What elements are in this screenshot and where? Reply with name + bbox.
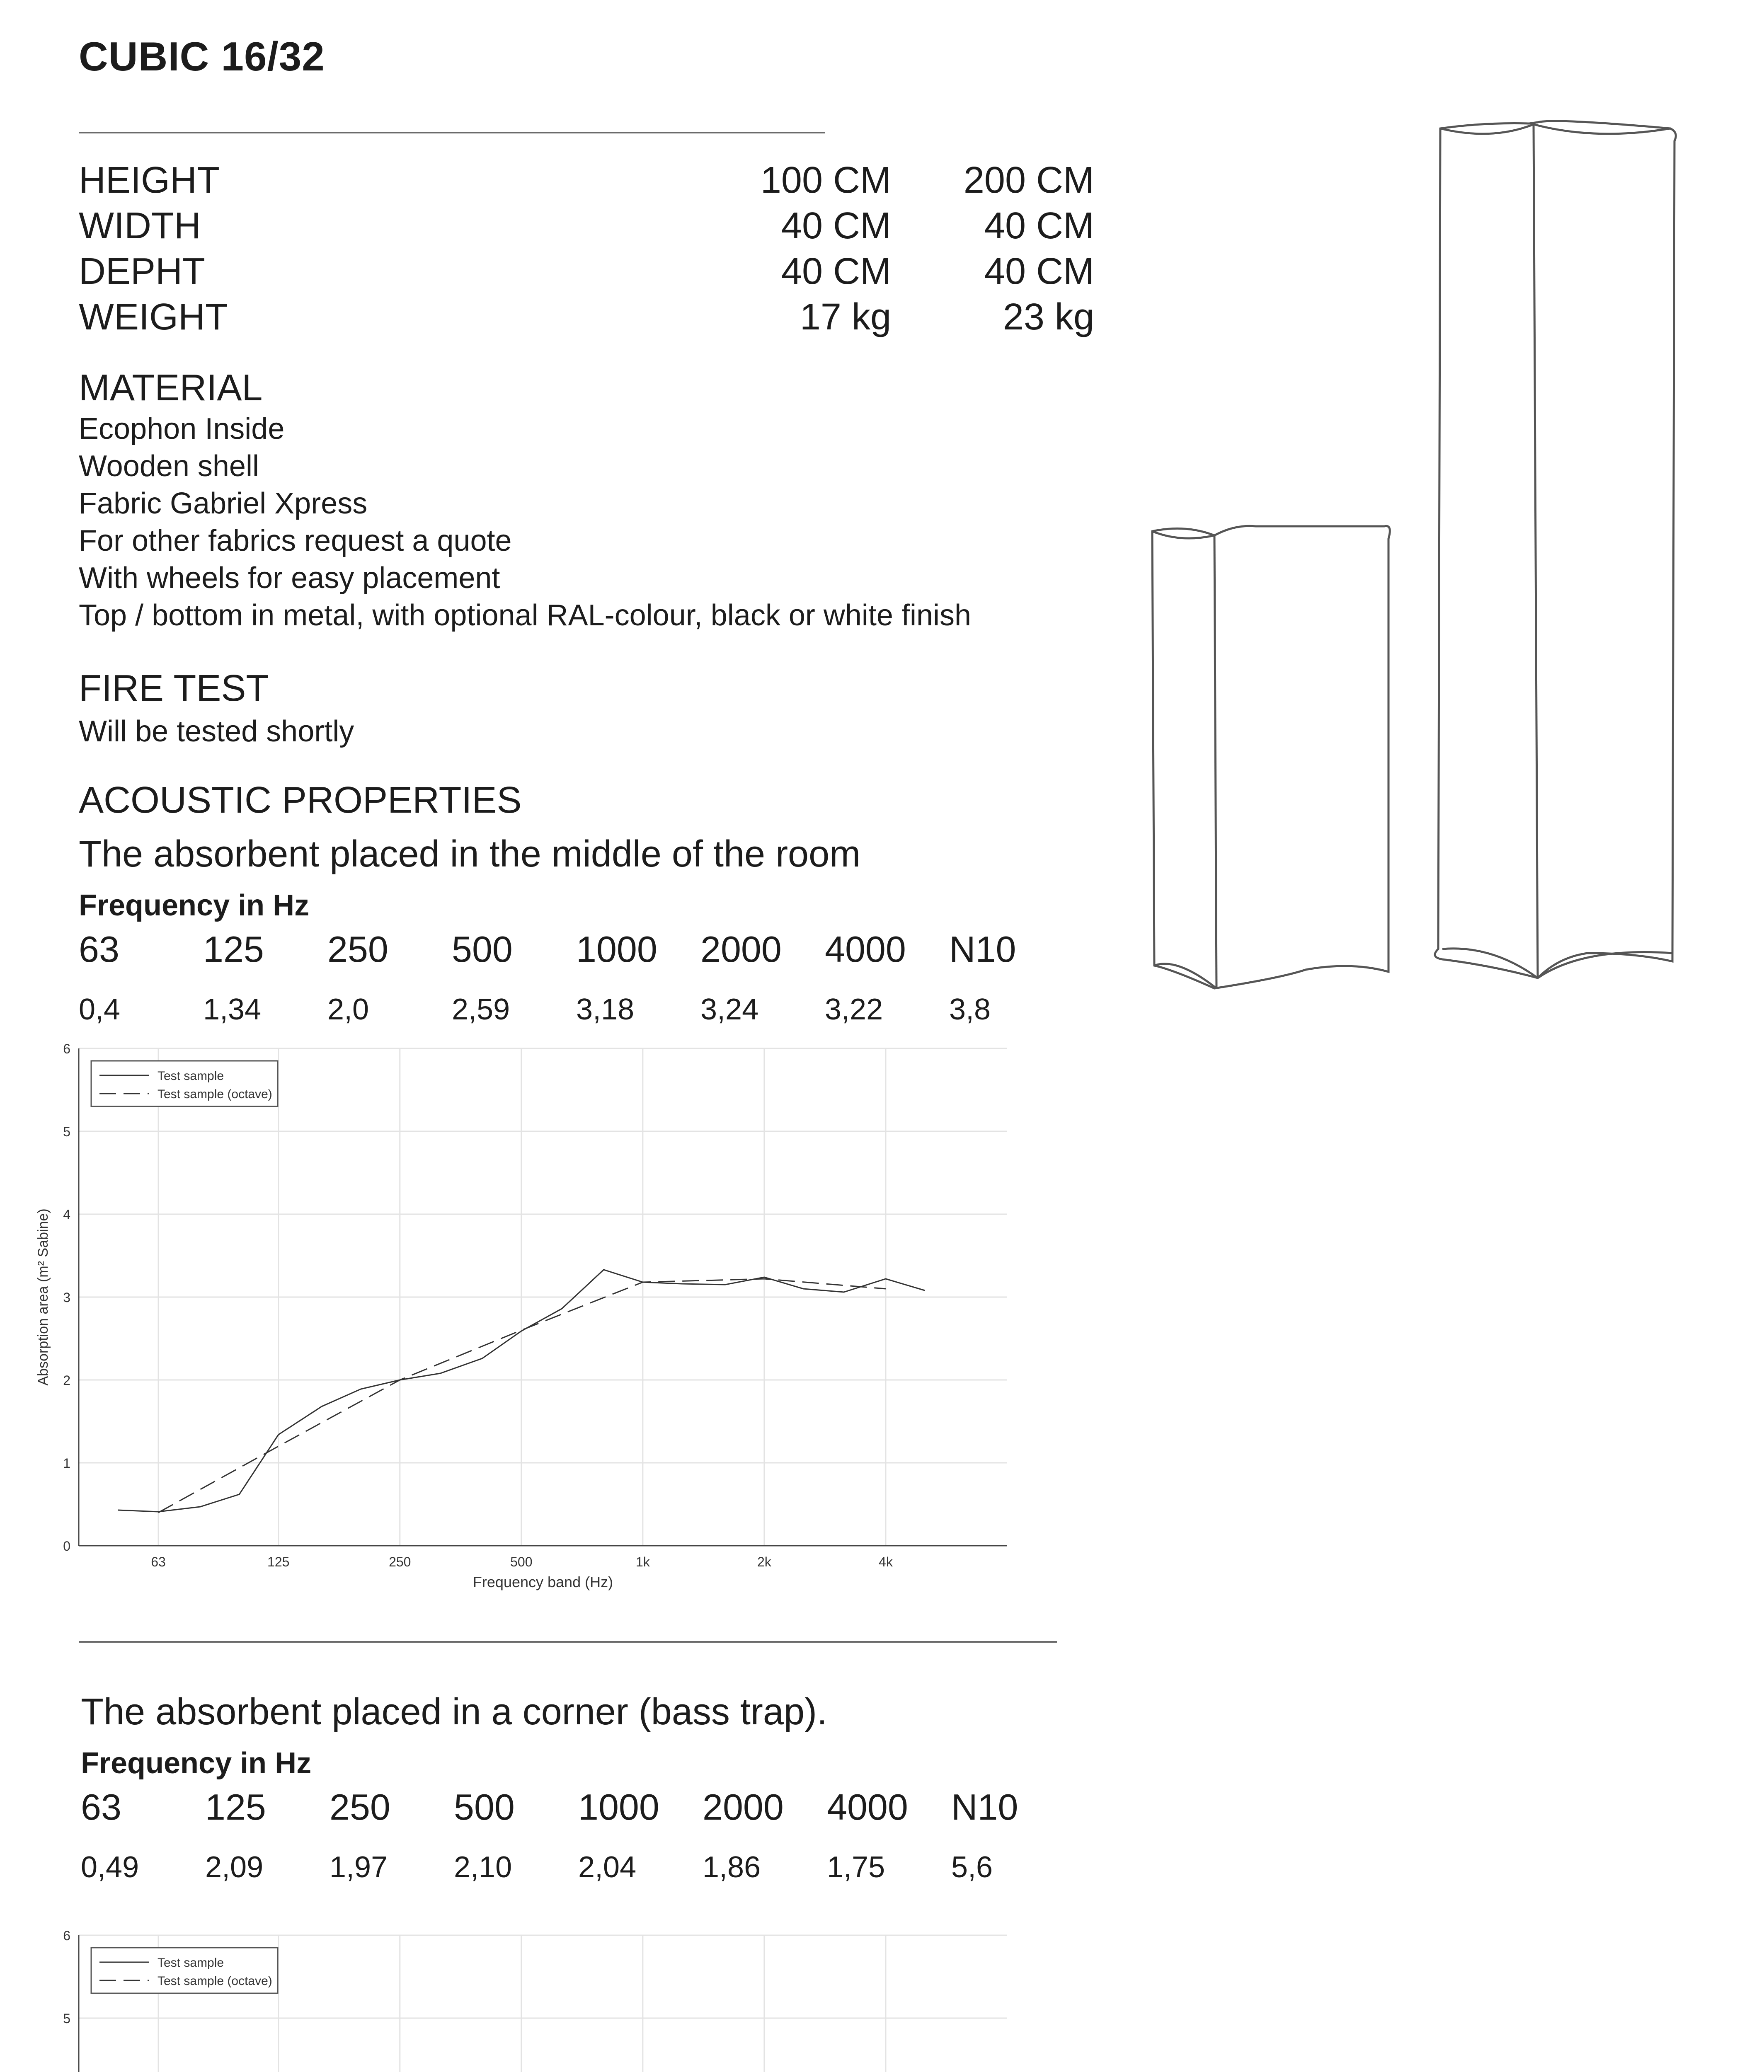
material-line: With wheels for easy placement	[79, 562, 500, 595]
dimension-value-small: 17 kg	[800, 296, 891, 338]
dimension-value-small: 40 CM	[781, 251, 891, 292]
dimension-value-small: 40 CM	[781, 205, 891, 247]
y-tick-label: 1	[63, 1456, 70, 1471]
x-tick-label: 1k	[635, 1554, 650, 1569]
title-divider	[79, 132, 825, 133]
freq-header: 500	[452, 929, 513, 970]
y-tick-label: 5	[63, 1124, 70, 1139]
material-heading: MATERIAL	[79, 367, 263, 409]
corner-value: 5,6	[951, 1851, 993, 1884]
frequency-label: Frequency in Hz	[79, 889, 310, 922]
freq-header: N10	[949, 929, 1016, 970]
legend-entry: Test sample (octave)	[158, 1974, 272, 1988]
dimension-row-height	[79, 157, 1094, 203]
legend-entry: Test sample	[158, 1956, 224, 1970]
freq-header: 63	[81, 1786, 121, 1828]
middle-caption: The absorbent placed in the middle of the room	[79, 833, 861, 875]
corner-frequency-headers	[0, 1786, 1764, 1832]
corner-absorption-chart	[25, 1923, 1020, 2072]
corner-caption: The absorbent placed in a corner (bass trap).	[81, 1691, 827, 1733]
cubic-16-outline	[1152, 526, 1390, 988]
legend-entry: Test sample	[158, 1069, 224, 1083]
freq-header: 125	[205, 1786, 266, 1828]
x-tick-label: 2k	[757, 1554, 771, 1569]
corner-value: 2,04	[578, 1851, 637, 1884]
corner-value: 1,97	[330, 1851, 388, 1884]
material-line: For other fabrics request a quote	[79, 524, 512, 557]
material-line: Top / bottom in metal, with optional RAL-colour, black or white finish	[79, 599, 972, 632]
section-divider	[79, 1641, 1057, 1643]
y-tick-label: 2	[63, 1373, 70, 1388]
freq-header: 4000	[827, 1786, 908, 1828]
x-tick-label: 63	[151, 1554, 166, 1569]
material-line: Ecophon Inside	[79, 412, 285, 445]
material-line: Wooden shell	[79, 450, 259, 483]
cubic-32-edge	[1534, 125, 1538, 978]
freq-header: N10	[951, 1786, 1018, 1828]
page-title: CUBIC 16/32	[79, 34, 325, 79]
dimension-label: WEIGHT	[79, 296, 228, 338]
series-line-test-sample-octave	[158, 1279, 886, 1513]
y-tick-label: 6	[63, 1041, 70, 1056]
freq-header: 250	[330, 1786, 390, 1828]
freq-header: 250	[327, 929, 388, 970]
freq-header: 4000	[825, 929, 906, 970]
freq-header: 1000	[576, 929, 657, 970]
dimension-value-large: 40 CM	[984, 205, 1094, 247]
middle-value: 0,4	[79, 993, 121, 1026]
middle-absorption-chart	[25, 1036, 1020, 1616]
x-tick-label: 250	[389, 1554, 411, 1569]
middle-value: 3,22	[825, 993, 883, 1026]
material-list	[79, 410, 971, 634]
middle-value: 3,18	[576, 993, 635, 1026]
corner-values-row	[0, 1850, 1764, 1892]
dimension-value-large: 40 CM	[984, 251, 1094, 292]
cubic-16-drawing	[1152, 526, 1390, 988]
corner-value: 2,10	[454, 1851, 512, 1884]
freq-header: 2000	[700, 929, 782, 970]
dimensions-table	[79, 157, 1094, 340]
dimension-label: DEPHT	[79, 251, 206, 292]
y-tick-label: 4	[63, 1207, 70, 1222]
material-line: Fabric Gabriel Xpress	[79, 487, 368, 520]
freq-header: 125	[203, 929, 264, 970]
freq-header: 2000	[703, 1786, 784, 1828]
x-axis-label: Frequency band (Hz)	[472, 1573, 613, 1590]
dimension-value-large: 200 CM	[963, 160, 1094, 201]
fire-test-heading: FIRE TEST	[79, 668, 269, 709]
dimension-value-large: 23 kg	[1003, 296, 1094, 338]
dimension-row-width	[79, 203, 1094, 249]
cubic-32-drawing	[1435, 121, 1676, 978]
y-axis-label: Absorption area (m² Sabine)	[35, 1208, 51, 1386]
legend-entry: Test sample (octave)	[158, 1087, 272, 1101]
middle-value: 3,24	[700, 993, 759, 1026]
acoustic-heading: ACOUSTIC PROPERTIES	[79, 779, 522, 821]
dimension-row-weight	[79, 294, 1094, 340]
corner-value: 0,49	[81, 1851, 139, 1884]
freq-header: 63	[79, 929, 119, 970]
y-tick-label: 5	[63, 2011, 70, 2026]
freq-header: 1000	[578, 1786, 659, 1828]
cubic-32-outline	[1435, 121, 1676, 978]
y-tick-label: 0	[63, 1539, 70, 1554]
y-tick-label: 6	[63, 1928, 70, 1943]
x-tick-label: 500	[510, 1554, 533, 1569]
dimension-label: HEIGHT	[79, 160, 220, 201]
middle-value: 2,0	[327, 993, 369, 1026]
cubic-16-edge	[1214, 535, 1216, 988]
middle-value: 2,59	[452, 993, 510, 1026]
y-tick-label: 3	[63, 1290, 70, 1305]
corner-value: 1,75	[827, 1851, 885, 1884]
dimension-value-small: 100 CM	[760, 160, 891, 201]
x-tick-label: 4k	[879, 1554, 893, 1569]
freq-header: 500	[454, 1786, 515, 1828]
frequency-label: Frequency in Hz	[81, 1747, 312, 1780]
middle-value: 1,34	[203, 993, 262, 1026]
dimension-label: WIDTH	[79, 205, 201, 247]
corner-value: 2,09	[205, 1851, 264, 1884]
x-tick-label: 125	[267, 1554, 290, 1569]
product-illustration	[1119, 108, 1741, 1019]
corner-value: 1,86	[703, 1851, 761, 1884]
dimension-row-depth	[79, 249, 1094, 294]
fire-test-text: Will be tested shortly	[79, 715, 354, 748]
middle-value: 3,8	[949, 993, 991, 1026]
